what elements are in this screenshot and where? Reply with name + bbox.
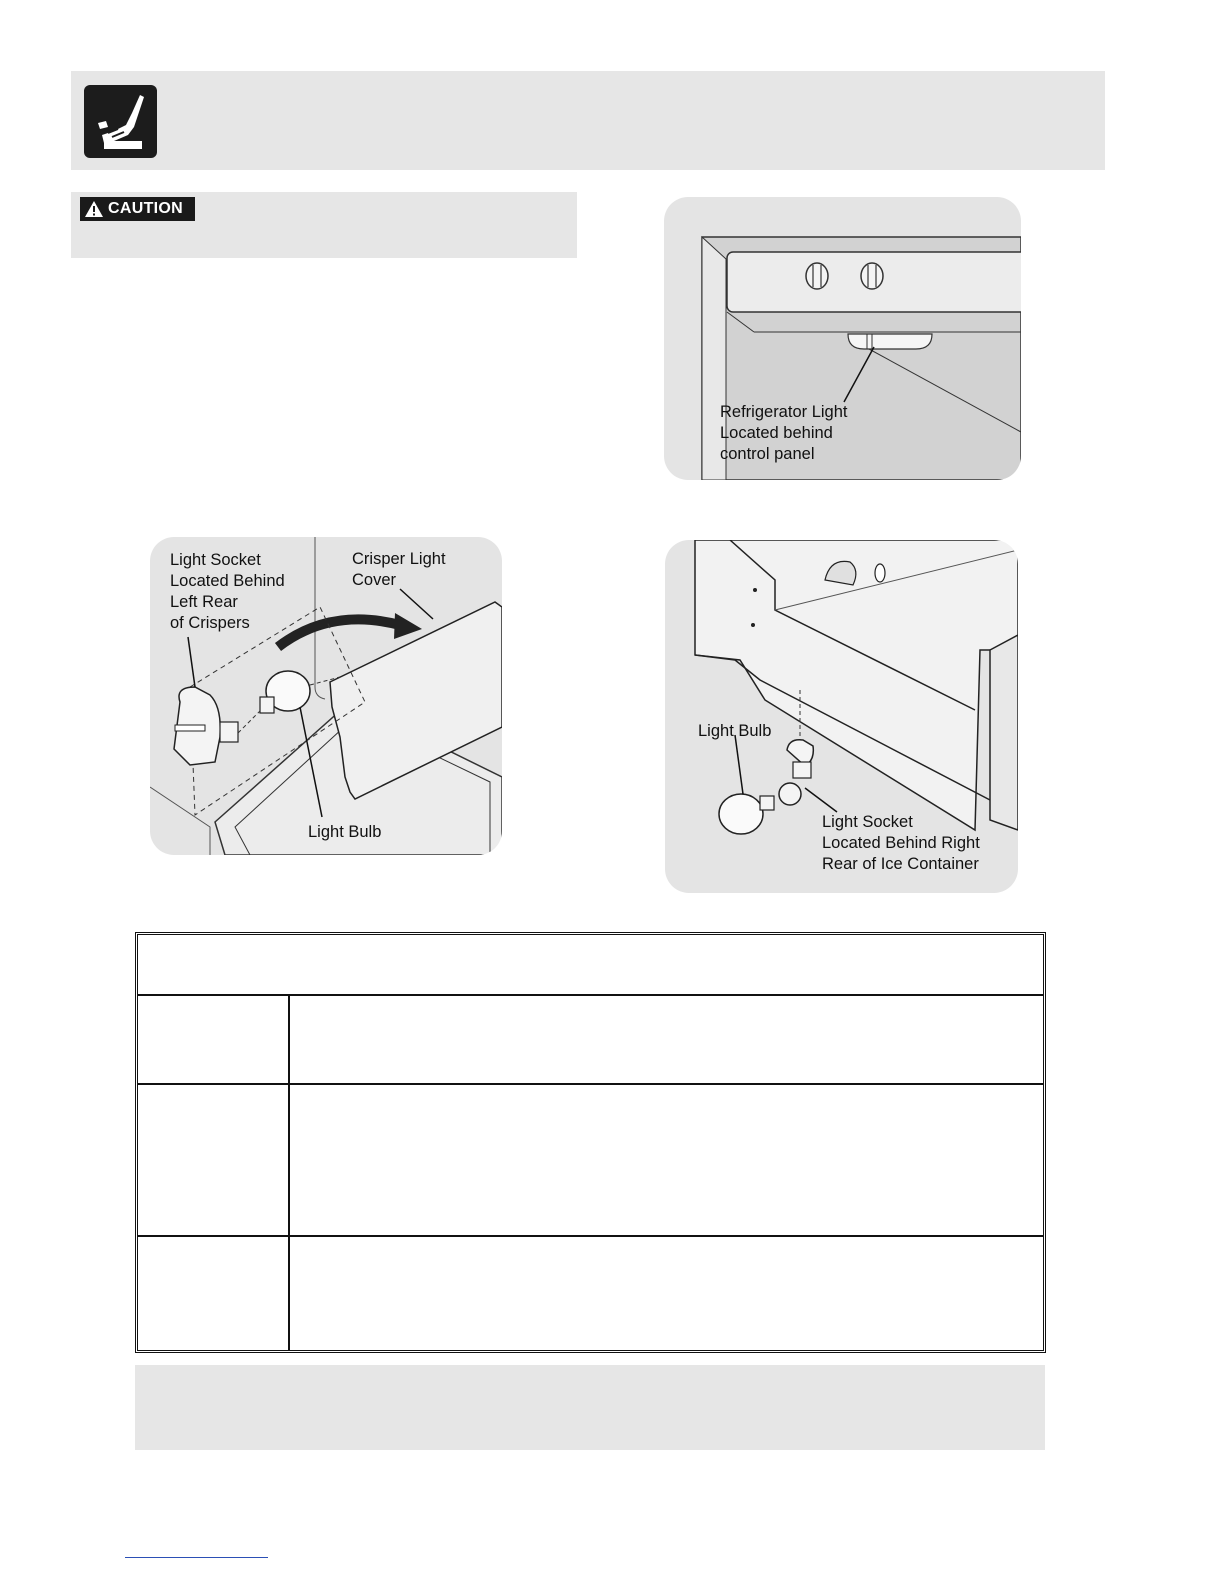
crisper-socket-label: Light Socket Located Behind Left Rear of Crispers xyxy=(170,551,285,632)
caution-badge xyxy=(80,197,195,221)
footer-link-underline xyxy=(125,1557,268,1558)
table-header-divider xyxy=(138,994,1043,996)
hand-icon xyxy=(84,85,157,158)
footer-note-box xyxy=(135,1365,1045,1450)
crisper-cover-label: Crisper Light Cover xyxy=(352,550,446,589)
bulb-table xyxy=(135,932,1046,1353)
figure-ice-container-light xyxy=(665,540,1018,893)
caution-label: CAUTION xyxy=(108,200,183,217)
ice-bulb-label: Light Bulb xyxy=(698,722,772,740)
header-bar xyxy=(71,71,1105,170)
figure-crisper-light xyxy=(150,537,502,855)
table-column-divider xyxy=(288,996,290,1350)
table-row-divider xyxy=(138,1235,1043,1237)
table-row-divider xyxy=(138,1083,1043,1085)
refrigerator-light-callout: Refrigerator Light Located behind control panel xyxy=(720,403,848,463)
crisper-bulb-label: Light Bulb xyxy=(308,823,382,841)
warning-triangle-icon xyxy=(84,200,104,218)
ice-socket-label: Light Socket Located Behind Right Rear of Ice Container xyxy=(822,813,980,873)
figure-refrigerator-light xyxy=(664,197,1021,480)
